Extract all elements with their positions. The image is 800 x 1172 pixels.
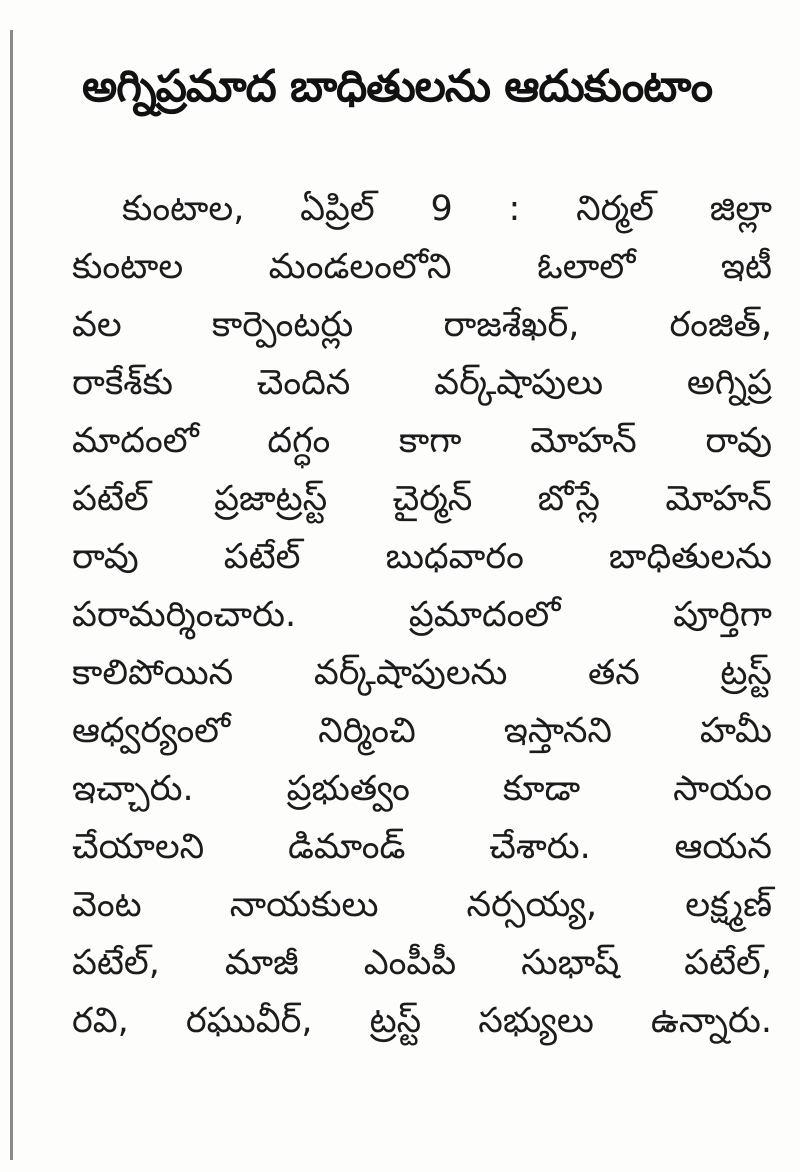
article-line: రవి, రఘువీర్, ట్రస్ట్ సభ్యులు ఉన్నారు. xyxy=(72,1001,772,1041)
article-line: కుంటాల, ఏప్రిల్ 9 : నిర్మల్ జిల్లా xyxy=(122,189,772,229)
article-line: పటేల్, మాజీ ఎంపీపీ సుభాష్ పటేల్, xyxy=(72,943,772,983)
article-line: కాలిపోయిన వర్క్‌షాపులను తన ట్రస్ట్ xyxy=(72,653,772,693)
column-divider-line xyxy=(10,30,13,1160)
article-line: వెంట నాయకులు నర్సయ్య, లక్ష్మణ్ xyxy=(72,885,772,925)
article-body xyxy=(72,180,772,1050)
article-line: పరామర్శించారు. ప్రమాదంలో పూర్తిగా xyxy=(72,595,772,635)
article-line: మాదంలో దగ్ధం కాగా మోహన్ రావు xyxy=(72,421,772,461)
article-line: కుంటాల మండలంలోని ఓలాలో ఇటీ xyxy=(72,247,772,287)
article-line: పటేల్ ప్రజాట్రస్ట్ చైర్మన్ బోస్లే మోహన్ xyxy=(72,479,772,519)
article-line: వల కార్పెంటర్లు రాజశేఖర్, రంజిత్, xyxy=(72,305,772,345)
article-line: చేయాలని డిమాండ్ చేశారు. ఆయన xyxy=(72,827,772,867)
article-line: రావు పటేల్ బుధవారం బాధితులను xyxy=(72,537,772,577)
article-line: రాకేశ్‌కు చెందిన వర్క్‌షాపులు అగ్నిప్ర xyxy=(72,363,772,403)
article-line: ఆధ్వర్యంలో నిర్మించి ఇస్తానని హమీ xyxy=(72,711,772,751)
article-line: ఇచ్చారు. ప్రభుత్వం కూడా సాయం xyxy=(72,769,772,809)
headline: అగ్నిప్రమాద బాధితులను ఆదుకుంటాం xyxy=(82,61,713,112)
